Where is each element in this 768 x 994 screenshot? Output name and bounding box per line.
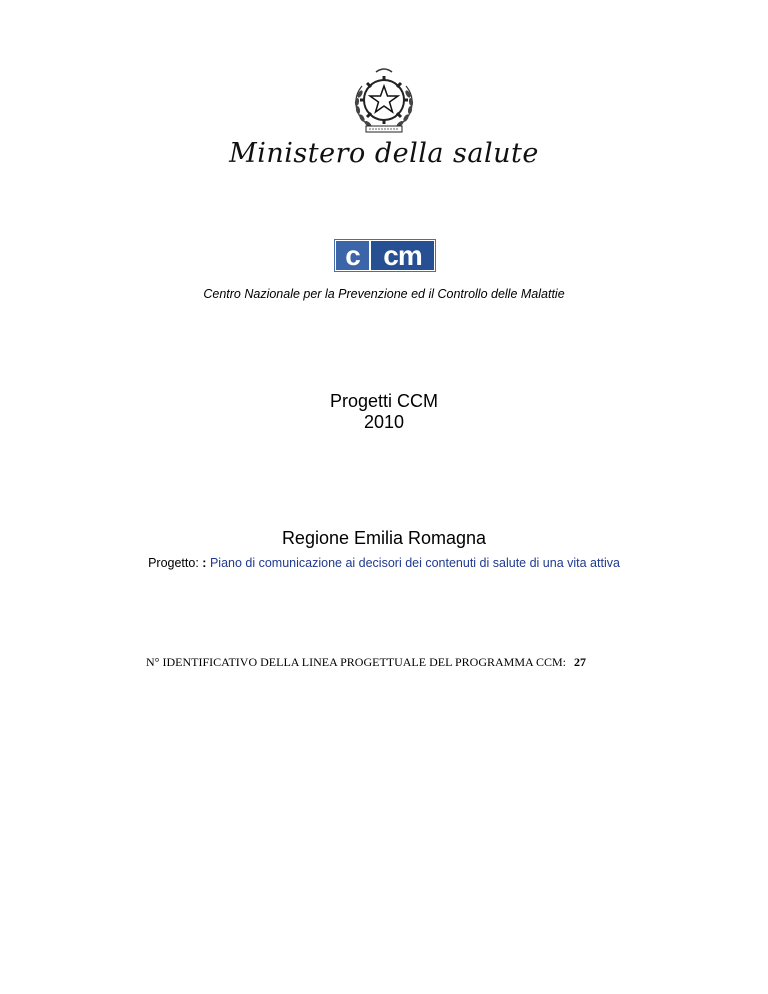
document-title bbox=[0, 391, 768, 433]
line-identifier-value: 27 bbox=[574, 655, 587, 669]
project-name: Piano di comunicazione ai decisori dei contenuti di salute di una vita attiva bbox=[209, 556, 620, 570]
ccm-logo-cm: cm bbox=[371, 241, 434, 270]
ccm-logo bbox=[334, 239, 436, 272]
region-name: Regione Emilia Romagna bbox=[281, 528, 487, 548]
line-identifier-label: N° IDENTIFICATIVO DELLA LINEA PROGETTUALE DEL PROGRAMMA CCM: bbox=[146, 655, 567, 669]
title-line-1: Progetti CCM bbox=[329, 391, 439, 411]
project-separator: : bbox=[202, 556, 207, 570]
title-year: 2010 bbox=[363, 412, 405, 432]
ministry-name: Ministero della salute bbox=[229, 138, 539, 169]
italian-republic-emblem-icon bbox=[348, 64, 420, 136]
project-label: Progetto: bbox=[148, 556, 199, 570]
line-identifier bbox=[146, 655, 586, 670]
centre-name: Centro Nazionale per la Prevenzione ed il Controllo delle Malattie bbox=[203, 287, 565, 301]
project-line bbox=[0, 556, 768, 570]
ccm-logo-c: c bbox=[336, 241, 369, 270]
